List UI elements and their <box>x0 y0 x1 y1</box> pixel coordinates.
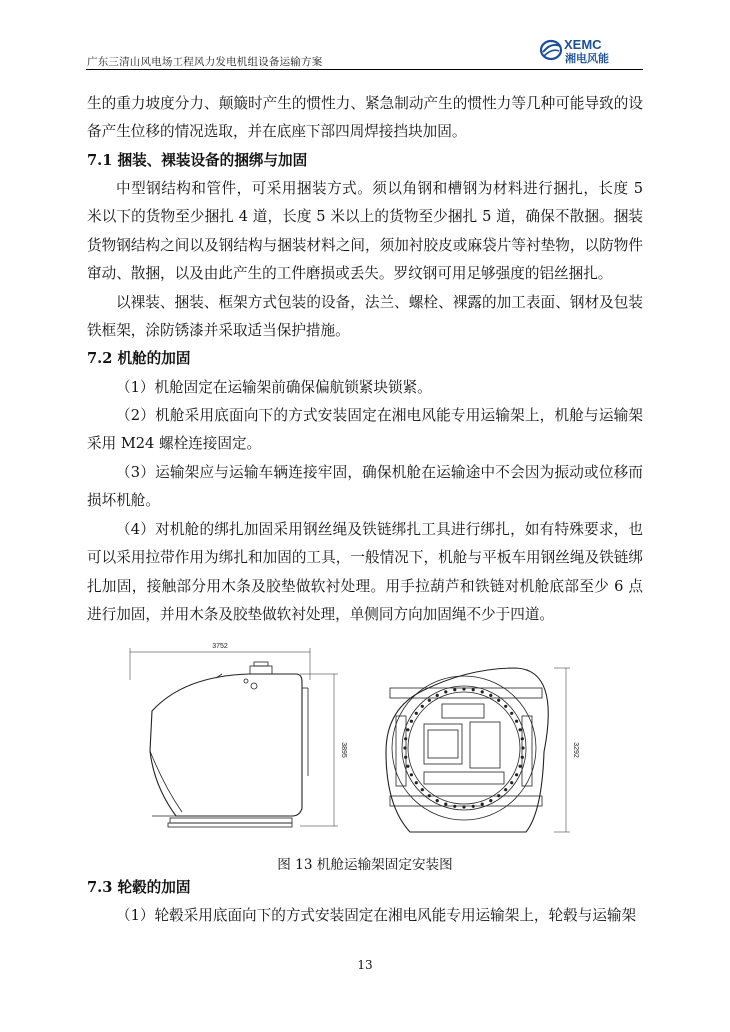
logo-top-text: XEMC <box>564 37 602 52</box>
paragraph-3 <box>87 289 643 346</box>
body-text: （3）运输架应与运输车辆连接牢固，确保机舱在运输途中不会因为振动或位移而损坏机舱。 <box>87 464 643 510</box>
body-text: （1）机舱固定在运输架前确保偏航锁紧块锁紧。 <box>116 379 432 396</box>
ring-bolt <box>453 688 456 691</box>
ring-bolt <box>489 694 492 697</box>
paragraph-7 <box>87 516 643 629</box>
ring-bolt <box>519 765 522 768</box>
end-view <box>386 668 570 832</box>
logo-bottom-text: 湘电风能 <box>565 52 609 64</box>
ring-bolt <box>410 773 413 776</box>
ring-bolt <box>519 728 522 731</box>
ring-bolt <box>515 773 518 776</box>
ring-bolt <box>403 746 406 749</box>
ring-bolt <box>415 781 418 784</box>
ring-bolt <box>421 788 424 791</box>
ring-bolt <box>504 788 507 791</box>
nacelle-transport-drawing <box>124 636 614 851</box>
ring-bolts <box>403 687 524 808</box>
paragraph-1 <box>87 90 643 147</box>
ring-bolt <box>428 794 431 797</box>
ring-bolt <box>410 720 413 723</box>
ring-bolt <box>497 699 500 702</box>
section-heading-7-2: 7.2 机舱的加固 <box>87 350 191 367</box>
paragraph-8 <box>87 902 643 930</box>
paragraph-6 <box>87 459 643 516</box>
ring-bolt <box>453 805 456 808</box>
ring-bolt <box>415 712 418 715</box>
ring-bolt <box>406 728 409 731</box>
body-text: （1）轮毂采用底面向下的方式安装固定在湘电风能专用运输架上，轮毂与运输架 <box>116 907 637 924</box>
body-text: 生的重力坡度分力、颠簸时产生的惯性力、紧急制动产生的惯性力等几种可能导致的设备产生位移的情况选取，并在底座下部四周焊接挡块加固。 <box>87 95 643 141</box>
ring-bolt <box>521 756 524 759</box>
side-view <box>130 648 338 827</box>
ring-bolt <box>404 756 407 759</box>
ring-bolt <box>404 737 407 740</box>
ring-bolt <box>444 690 447 693</box>
ring-bolt <box>436 694 439 697</box>
ring-bolt <box>472 688 475 691</box>
ring-bolt <box>406 765 409 768</box>
body-text: 中型钢结构和管件，可采用捆装方式。须以角钢和槽钢为材料进行捆扎，长度 5 米以下的货物至少捆扎 4 道，长度 5 米以上的货物至少捆扎 5 道，确保不散捆。捆装货物钢结构之间以及钢结构与捆装材料之间，须加衬胶皮或麻袋片等衬垫物，以防物件窜动、散捆，以及由此产生的工件磨损或丢失。罗纹钢可用足够强度的铝丝捆扎。 <box>87 180 643 282</box>
ring-bolt <box>510 781 513 784</box>
section-heading-7-1: 7.1 捆装、裸装设备的捆绑与加固 <box>87 152 308 169</box>
ring-bolt <box>462 687 465 690</box>
dim-height-left-label: 3895 <box>340 742 347 758</box>
ring-bolt <box>504 705 507 708</box>
ring-bolt <box>521 737 524 740</box>
paragraph-5 <box>87 402 643 459</box>
xemc-logo <box>540 36 640 64</box>
ring-bolt <box>436 799 439 802</box>
ring-bolt <box>489 799 492 802</box>
ring-bolt <box>497 794 500 797</box>
ring-bolt <box>421 705 424 708</box>
ring-bolt <box>428 699 431 702</box>
ring-bolt <box>481 803 484 806</box>
page-number: 13 <box>357 958 373 972</box>
dim-height-right-label: 3292 <box>572 742 579 758</box>
paragraph-4 <box>87 374 643 402</box>
body-text: （4）对机舱的绑扎加固采用钢丝绳及铁链绑扎工具进行绑扎，如有特殊要求，也可以采用拉带作用为绑扎和加固的工具，一般情况下，机舱与平板车用钢丝绳及铁链绑扎加固，接触部分用木条及胶垫做软衬处理。用手拉葫芦和铁链对机舱底部至少 6 点进行加固，并用木条及胶垫做软衬处理，单侧同方向加固绳不少于四道。 <box>87 521 643 623</box>
logo-mark-icon <box>541 41 561 59</box>
header-title: 广东三清山风电场工程风力发电机组设备运输方案 <box>87 56 323 68</box>
ring-bolt <box>521 746 524 749</box>
body-text: （2）机舱采用底面向下的方式安装固定在湘电风能专用运输架上，机舱与运输架采用 M24 螺栓连接固定。 <box>87 407 643 453</box>
section-heading-7-3: 7.3 轮毂的加固 <box>87 879 191 896</box>
ring-bolt <box>472 805 475 808</box>
ring-bolt <box>481 690 484 693</box>
ring-bolt <box>462 805 465 808</box>
body-text: 以裸装、捆装、框架方式包装的设备，法兰、螺栓、裸露的加工表面、钢材及包装铁框架，涂防锈漆并采取适当保护措施。 <box>87 294 643 340</box>
ring-bolt <box>444 803 447 806</box>
ring-bolt <box>515 720 518 723</box>
ring-bolt <box>510 712 513 715</box>
paragraph-2 <box>87 175 643 288</box>
figure-caption: 图 13 机舱运输架固定安装图 <box>277 857 453 873</box>
dim-width-label: 3752 <box>212 643 228 650</box>
header-rule <box>86 69 643 70</box>
